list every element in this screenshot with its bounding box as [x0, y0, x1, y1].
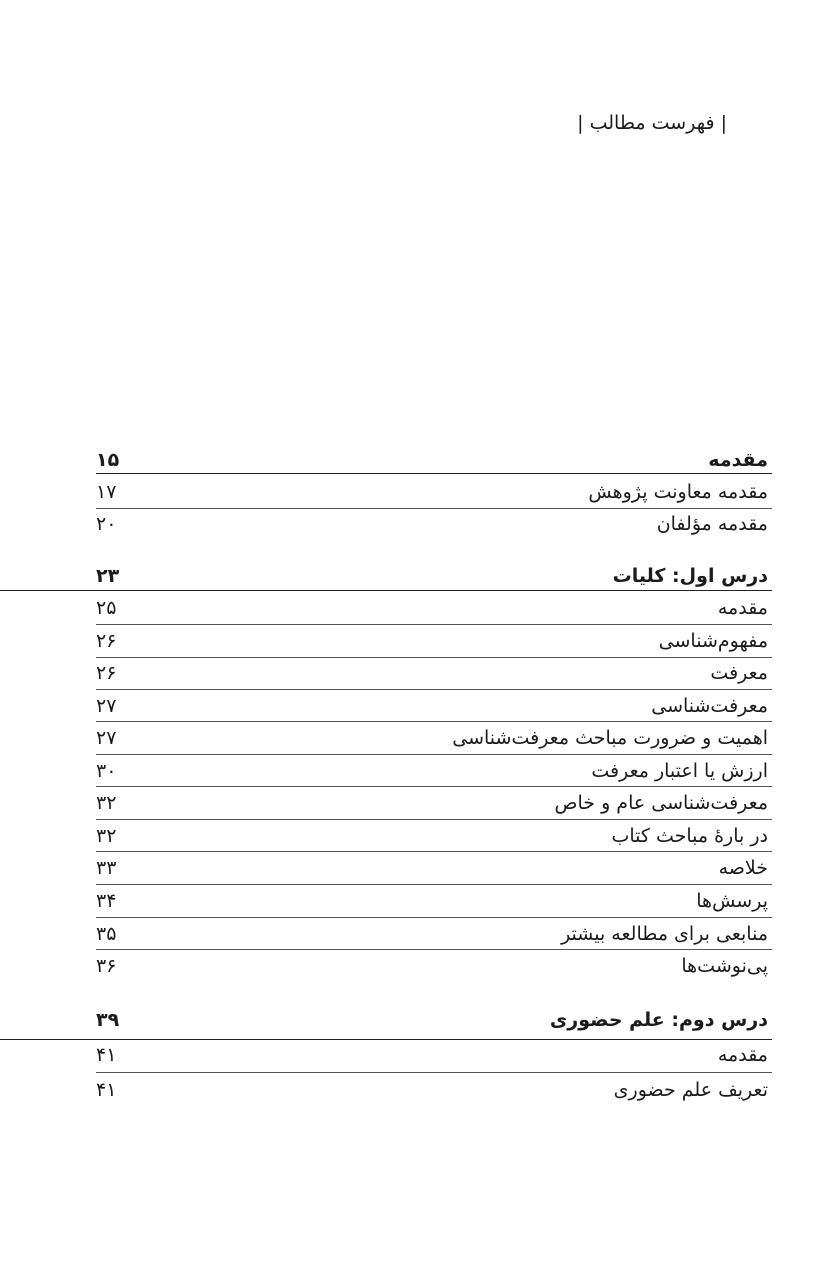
running-header: | فهرست مطالب |: [577, 112, 727, 134]
toc-entry-title: پرسش‌ها: [696, 890, 768, 912]
toc-entry[interactable]: [96, 887, 768, 915]
heading-rule: [0, 1039, 772, 1040]
toc-entry-title: مقدمه: [717, 597, 768, 619]
toc-entry[interactable]: [96, 478, 768, 506]
toc-entry-title: معرفت: [710, 662, 768, 684]
toc-entry[interactable]: [96, 724, 768, 752]
entry-rule: [96, 754, 772, 755]
toc-entry[interactable]: [96, 594, 768, 622]
entry-rule: [96, 657, 772, 658]
toc-entry-page: ۱۵: [96, 449, 120, 471]
toc-entry-title: ارزش یا اعتبار معرفت: [591, 760, 768, 782]
toc-entry-title: معرفت‌شناسی: [651, 695, 768, 717]
toc-entry-page: ۳۵: [96, 923, 117, 945]
entry-rule: [96, 917, 772, 918]
entry-rule: [96, 851, 772, 852]
entry-rule: [96, 949, 772, 950]
toc-entry-page: ۴۱: [96, 1044, 117, 1066]
toc-entry-page: ۲۰: [96, 513, 117, 535]
toc-entry-page: ۲۳: [96, 565, 120, 587]
toc-entry-page: ۳۲: [96, 825, 117, 847]
toc-entry[interactable]: [96, 1041, 768, 1069]
toc-entry-title: تعریف علم حضوری: [613, 1079, 768, 1101]
toc-entry[interactable]: [96, 789, 768, 817]
toc-entry-page: ۴۱: [96, 1079, 117, 1101]
toc-entry-page: ۲۷: [96, 695, 117, 717]
toc-entry-title: خلاصه: [718, 857, 768, 879]
toc-entry-page: ۲۶: [96, 662, 117, 684]
toc-entry-page: ۳۶: [96, 955, 117, 977]
toc-entry-title: معرفت‌شناسی عام و خاص: [554, 792, 768, 814]
toc-entry-page: ۲۷: [96, 727, 117, 749]
entry-rule: [96, 884, 772, 885]
entry-rule: [96, 689, 772, 690]
entry-rule: [96, 721, 772, 722]
toc-entry-title: درس دوم: علم حضوری: [549, 1009, 768, 1031]
entry-rule: [96, 819, 772, 820]
toc-entry[interactable]: [96, 510, 768, 538]
toc-entry[interactable]: [96, 1076, 768, 1104]
toc-entry-page: ۳۴: [96, 890, 117, 912]
toc-entry-title: در بارهٔ مباحث کتاب: [611, 825, 768, 847]
toc-entry-heading[interactable]: [96, 446, 768, 474]
toc-entry-page: ۲۵: [96, 597, 117, 619]
toc-entry-title: مقدمه معاونت پژوهش: [588, 481, 768, 503]
toc-entry-page: ۱۷: [96, 481, 117, 503]
entry-rule: [96, 508, 772, 509]
toc-entry-title: اهمیت و ضرورت مباحث معرفت‌شناسی: [452, 727, 768, 749]
toc-entry[interactable]: [96, 692, 768, 720]
toc-entry-page: ۳۳: [96, 857, 117, 879]
toc-entry-title: پی‌نوشت‌ها: [681, 955, 768, 977]
heading-rule: [96, 473, 772, 474]
toc-entry[interactable]: [96, 920, 768, 948]
toc-entry[interactable]: [96, 757, 768, 785]
toc-entry-page: ۳۹: [96, 1009, 120, 1031]
toc-entry[interactable]: [96, 952, 768, 980]
toc-entry[interactable]: [96, 854, 768, 882]
toc-entry-page: ۳۲: [96, 792, 117, 814]
toc-entry[interactable]: [96, 659, 768, 687]
toc-entry[interactable]: [96, 822, 768, 850]
entry-rule: [96, 1072, 772, 1073]
toc-entry-title: مقدمه مؤلفان: [656, 513, 768, 535]
toc-entry-title: منابعی برای مطالعه بیشتر: [561, 923, 768, 945]
toc-entry-page: ۲۶: [96, 630, 117, 652]
toc-entry[interactable]: [96, 627, 768, 655]
heading-rule: [0, 590, 772, 591]
toc-entry-heading[interactable]: [96, 562, 768, 590]
toc-entry-title: مقدمه: [708, 449, 768, 471]
toc-entry-title: مقدمه: [717, 1044, 768, 1066]
toc-entry-page: ۳۰: [96, 760, 117, 782]
toc-entry-title: مفهوم‌شناسی: [658, 630, 768, 652]
toc-entry-heading[interactable]: [96, 1006, 768, 1034]
entry-rule: [96, 786, 772, 787]
toc-entry-title: درس اول: کلیات: [612, 565, 768, 587]
entry-rule: [96, 624, 772, 625]
